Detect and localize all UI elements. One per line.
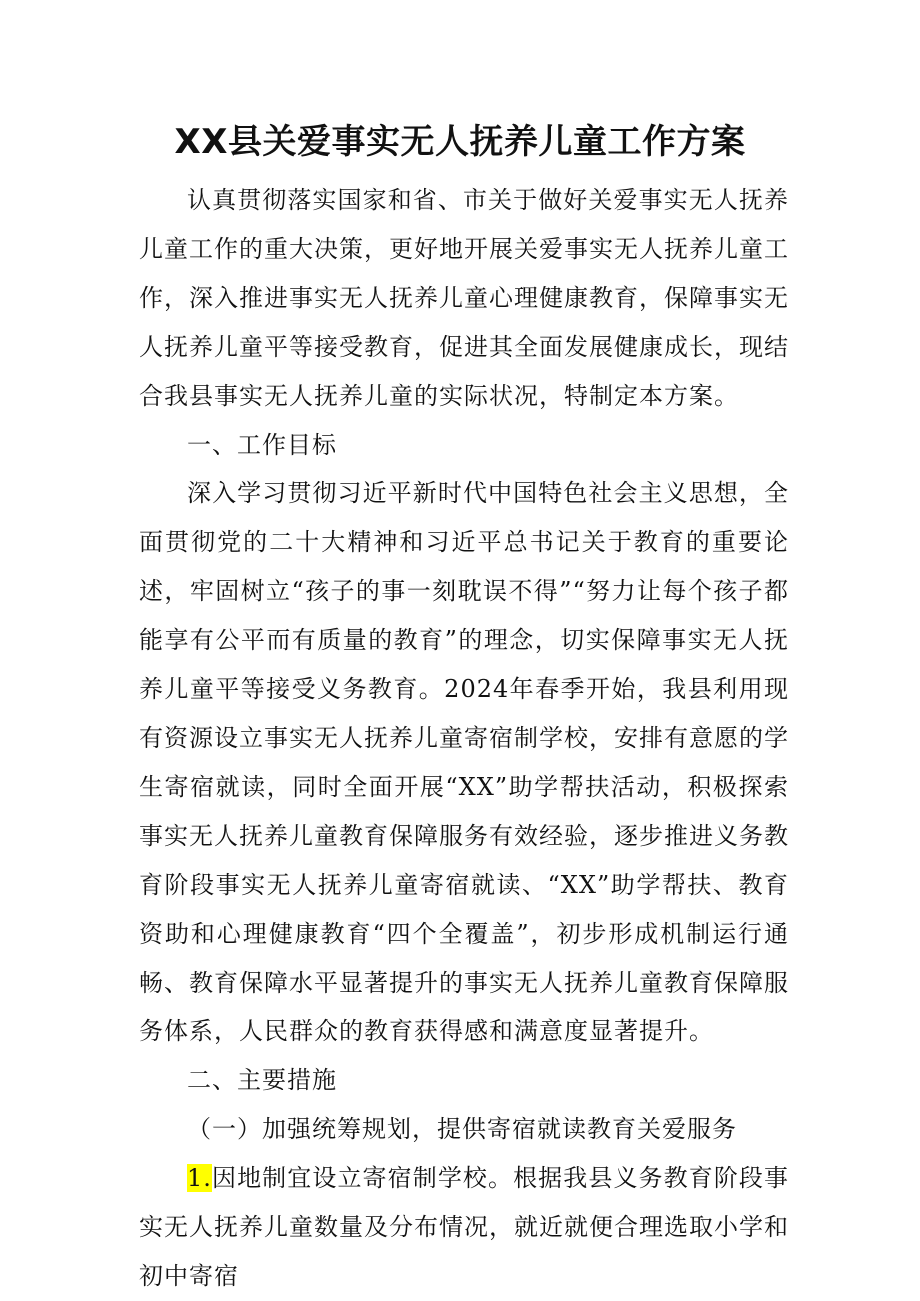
measure-item-1 [139, 1154, 789, 1301]
measure-item-1-text: 因地制宜设立寄宿制学校。根据我县义务教育阶段事实无人抚养儿童数量及分布情况，就近就便合理选取小学和初中寄宿 [139, 1164, 789, 1290]
highlighted-item-number: 1. [187, 1164, 212, 1193]
section-heading-goals: 一、工作目标 [187, 430, 337, 459]
section-heading-measures: 二、主要措施 [187, 1066, 337, 1095]
document-title: XX县关爱事实无人抚养儿童工作方案 [174, 122, 746, 162]
intro-paragraph: 认真贯彻落实国家和省、市关于做好关爱事实无人抚养儿童工作的重大决策，更好地开展关爱事实无人抚养儿童工作，深入推进事实无人抚养儿童心理健康教育，保障事实无人抚养儿童平等接受教育，促进其全面发展健康成长，现结合我县事实无人抚养儿童的实际状况，特制定本方案。 [139, 186, 789, 410]
document-body [139, 176, 789, 1301]
subsection-heading-planning: （一）加强统筹规划，提供寄宿就读教育关爱服务 [187, 1115, 737, 1144]
goals-paragraph: 深入学习贯彻习近平新时代中国特色社会主义思想，全面贯彻党的二十大精神和习近平总书记关于教育的重要论述，牢固树立“孩子的事一刻耽误不得”“努力让每个孩子都能享有公平而有质量的教育”的理念，切实保障事实无人抚养儿童平等接受义务教育。2024年春季开始，我县利用现有资源设立事实无人抚养儿童寄宿制学校，安排有意愿的学生寄宿就读，同时全面开展“XX”助学帮扶活动，积极探索事实无人抚养儿童教育保障服务有效经验，逐步推进义务教育阶段事实无人抚养儿童寄宿就读、“XX”助学帮扶、教育资助和心理健康教育“四个全覆盖”，初步形成机制运行通畅、教育保障水平显著提升的事实无人抚养儿童教育保障服务体系，人民群众的教育获得感和满意度显著提升。 [139, 479, 789, 1046]
